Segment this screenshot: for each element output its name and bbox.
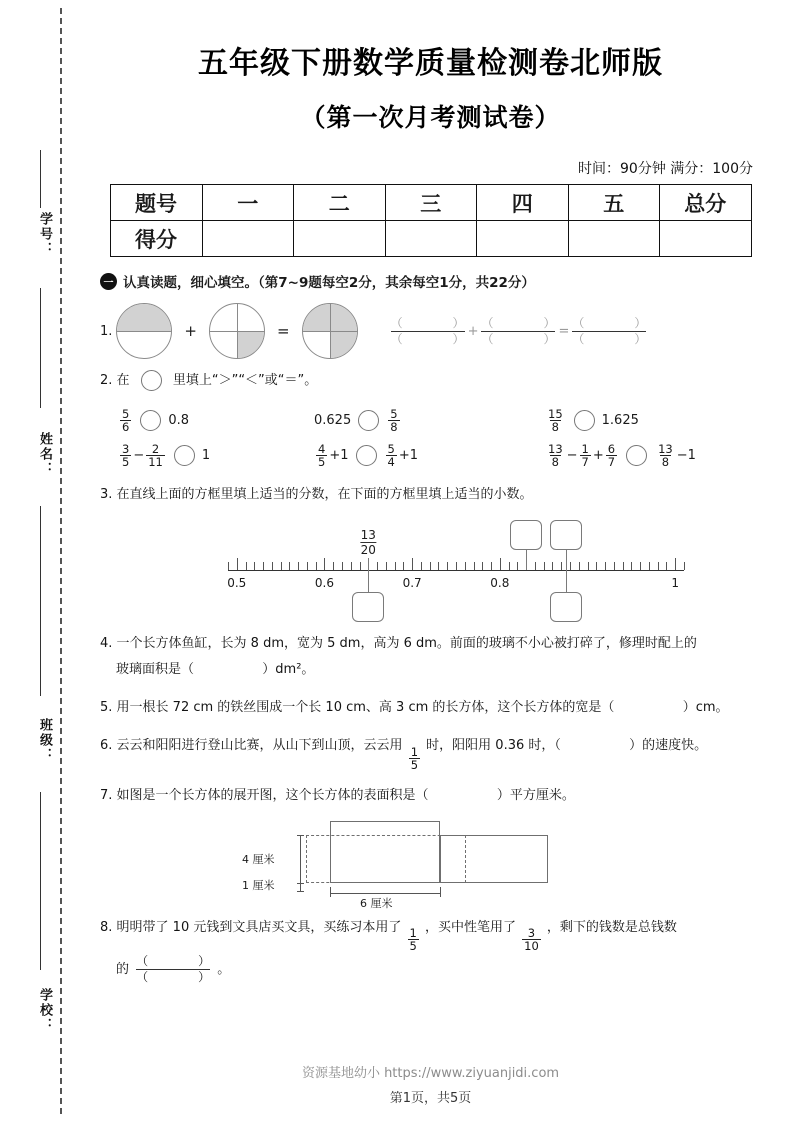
number-line-minor-tick: [544, 562, 545, 570]
number-line-minor-tick: [517, 562, 518, 570]
q2-row-1: [118, 408, 763, 433]
q2-4-answer-circle[interactable]: [174, 445, 195, 466]
number-line-minor-tick: [421, 562, 422, 570]
number-line-stem: [566, 570, 567, 592]
number-line-stem: [526, 550, 527, 570]
q2-4-frac-b: $\frac{2}{11}$: [148, 442, 163, 470]
net-dim-cap-top: [297, 835, 304, 836]
pie-2-vertical-divider: [237, 304, 238, 358]
number-line-minor-tick: [438, 562, 439, 570]
number-line-tick-label: 0.5: [227, 576, 247, 591]
number-line-minor-tick: [351, 562, 352, 570]
q8-f1-num: 1: [409, 926, 417, 940]
q2-3-left-fraction: [546, 408, 565, 433]
q2-item-1: [118, 408, 314, 433]
number-line-answer-box-below[interactable]: [550, 592, 582, 622]
number-line-minor-tick: [272, 562, 273, 570]
margin-label-class: 班级：: [37, 718, 52, 763]
net-dim-line-width: [330, 893, 440, 894]
q7-number: 7.: [100, 787, 113, 803]
number-line-minor-tick: [482, 562, 483, 570]
net-label-small: 1 厘米: [242, 878, 275, 892]
number-line-minor-tick: [596, 562, 597, 570]
q1-f2-den-close: ）: [543, 331, 556, 346]
number-line-minor-tick: [430, 562, 431, 570]
number-line-minor-tick: [316, 562, 317, 570]
number-line-stem: [368, 558, 369, 570]
q2-1-left-fraction: [120, 408, 131, 433]
q2-row-2: [118, 443, 763, 468]
score-col-5: 五: [568, 185, 660, 221]
score-col-1: 一: [202, 185, 294, 221]
number-line-minor-tick: [658, 562, 659, 570]
margin-rule-4: [40, 792, 41, 970]
q7-pre: 如图是一个长方体的展开图，这个长方体的表面积是（: [116, 787, 429, 803]
number-line-minor-tick: [474, 562, 475, 570]
q8-post: ，剩下的钱数是总钱数: [546, 919, 677, 935]
number-line-major-tick: [237, 558, 238, 570]
number-line-minor-tick: [254, 562, 255, 570]
page-footer: [68, 1062, 793, 1106]
q8-num-close: ）: [198, 954, 211, 969]
section-1-heading: [100, 271, 763, 291]
number-line-minor-tick: [491, 562, 492, 570]
number-line-minor-tick: [456, 562, 457, 570]
q1-f2-den-open: （: [481, 331, 494, 346]
number-line-minor-tick: [465, 562, 466, 570]
q6-pre: 云云和阳阳进行登山比赛，从山下到山顶，云云用: [116, 738, 403, 754]
q2-4-right: 1: [201, 448, 211, 464]
q6-fraction: [409, 746, 420, 771]
q6-frac-num: 1: [410, 744, 419, 759]
question-3: [100, 482, 763, 508]
q4-number: 4.: [100, 636, 113, 652]
q2-5-frac-b: $\frac{5}{4}$: [387, 442, 395, 470]
score-cell-5[interactable]: [568, 221, 660, 257]
q1-equals-2: =: [558, 323, 570, 339]
number-line-minor-tick: [228, 562, 229, 570]
number-line-minor-tick: [579, 562, 580, 570]
number-line-tick-label: 0.7: [402, 576, 422, 591]
q2-1-answer-circle[interactable]: [140, 410, 161, 431]
question-8-line2: [116, 954, 763, 985]
q3-number: 3.: [100, 487, 113, 503]
number-line-tick-label: 0.6: [314, 576, 334, 591]
q1-number: 1.: [100, 323, 113, 339]
margin-rule-3: [40, 506, 41, 696]
number-line-answer-box-above[interactable]: [550, 520, 582, 550]
number-line-minor-tick: [342, 562, 343, 570]
q4-line1: 一个长方体鱼缸，长为 8 dm，宽为 5 dm，高为 6 dm。前面的玻璃不小心被打碎了，修理时配上的: [116, 636, 697, 652]
q8-f1-den: 5: [409, 939, 417, 954]
q1-f2-num-close: ）: [543, 315, 556, 330]
watermark-text: 资源基地幼小 https://www.ziyuanjidi.com: [301, 1066, 560, 1081]
section-1-text: 认真读题，细心填空。（第7~9题每空2分，其余每空1分，共22分）: [123, 275, 535, 291]
page-subtitle: （第一次月考测试卷）: [300, 103, 561, 132]
net-label-height: 4 厘米: [242, 852, 275, 866]
table-row-header: [110, 185, 751, 221]
q1-f2-num-open: （: [481, 315, 494, 330]
q8-mid: ，买中性笔用了: [424, 919, 516, 935]
q2-number: 2.: [100, 373, 113, 388]
number-line-minor-tick: [640, 562, 641, 570]
q2-2-right-num: 5: [390, 407, 398, 421]
number-line-minor-tick: [447, 562, 448, 570]
q2-6-frac-d: $\frac{13}{8}$: [658, 442, 673, 470]
q2-3-answer-circle[interactable]: [574, 410, 595, 431]
score-cell-1[interactable]: [202, 221, 294, 257]
pie-1-horizontal-divider: [117, 331, 171, 332]
q2-item-2: [314, 408, 544, 433]
question-1: [100, 303, 763, 359]
number-line-stem: [566, 550, 567, 570]
q2-item-3: [544, 408, 639, 433]
q3-number-line: [98, 514, 763, 622]
margin-rule-2: [40, 288, 41, 408]
q8-num-open: （: [136, 954, 149, 969]
number-line-minor-tick: [403, 562, 404, 570]
net-label-width: 6 厘米: [360, 896, 393, 910]
pie-3-shaded-bottom-right: [330, 331, 357, 358]
number-line-minor-tick: [395, 562, 396, 570]
nl-frac-den: 20: [360, 543, 376, 558]
number-line-minor-tick: [535, 562, 536, 570]
q6-frac-den: 5: [410, 757, 419, 772]
question-7: [100, 783, 763, 809]
equals-operator-1: =: [276, 322, 290, 340]
section-number-badge: 一: [100, 273, 117, 290]
q8-pre: 明明带了 10 元钱到文具店买文具，买练习本用了: [116, 919, 402, 935]
q2-2-left-value: 0.625: [314, 413, 352, 429]
number-line-tick-label: 1: [671, 576, 680, 591]
q2-3-left-den: 8: [551, 420, 559, 435]
q2-item-6: $\frac{13}{8}$ − $\frac{1}{7}$ + $\frac{6}{7}$ $\frac{13}{8}$ −1: [548, 442, 696, 470]
pie-2-shaded-bottom-right: [237, 331, 264, 358]
q8-f2-num: 3: [527, 926, 536, 940]
net-dim-line-height: [300, 835, 301, 883]
net-dim-cap-left: [330, 887, 331, 897]
number-line-minor-tick: [605, 562, 606, 570]
q1-f1-den-close: ）: [452, 331, 465, 346]
net-dim-cap-right: [440, 887, 441, 897]
q8-den-close: ）: [198, 970, 211, 985]
score-col-3: 三: [385, 185, 477, 221]
q1-answer-fraction-3[interactable]: [572, 316, 646, 347]
number-line-fraction-label: [361, 528, 376, 557]
q2-5-answer-circle[interactable]: [356, 445, 377, 466]
q1-f3-den-open: （: [572, 331, 585, 346]
q7-net-diagram: [98, 813, 763, 909]
number-line-minor-tick: [289, 562, 290, 570]
dashed-cut-line: [60, 8, 62, 1114]
q5-pre: 用一根长 72 cm 的铁丝围成一个长 10 cm、高 3 cm 的长方体，这个长方体的宽是（: [116, 700, 615, 716]
score-cell-4[interactable]: [477, 221, 569, 257]
number-line-major-tick: [412, 558, 413, 570]
q6-number: 6.: [100, 738, 113, 754]
q4-line2-pre: 玻璃面积是（: [116, 662, 195, 678]
number-line-major-tick: [324, 558, 325, 570]
q2-prompt-b: 里填上“＞”“＜”或“＝”。: [172, 373, 318, 388]
score-col-total: 总分: [660, 185, 752, 221]
q1-f3-num-open: （: [572, 315, 585, 330]
number-line-minor-tick: [552, 562, 553, 570]
q8-number: 8.: [100, 919, 113, 935]
q5-post: ）cm。: [682, 700, 729, 716]
pie-circle-1: [116, 303, 172, 359]
q8-answer-fraction[interactable]: [136, 954, 210, 985]
score-col-2: 二: [294, 185, 386, 221]
q2-1-right-value: 0.8: [168, 413, 190, 429]
score-table: [110, 184, 752, 257]
q2-4-frac-a: $\frac{3}{5}$: [122, 442, 130, 470]
q8-line2-pre: 的: [116, 962, 130, 978]
number-line-minor-tick: [333, 562, 334, 570]
score-row-label-title: 题号: [110, 185, 202, 221]
number-line-minor-tick: [386, 562, 387, 570]
q3-text: 在直线上面的方框里填上适当的分数，在下面的方框里填上适当的小数。: [116, 487, 533, 503]
q7-post: ）平方厘米。: [496, 787, 575, 803]
number-line-minor-tick: [281, 562, 282, 570]
pie-circle-3: [302, 303, 358, 359]
number-line-major-tick: [675, 558, 676, 570]
q2-6-frac-c: $\frac{6}{7}$: [607, 442, 616, 470]
number-line-minor-tick: [377, 562, 378, 570]
q2-1-left-den: 6: [122, 420, 130, 435]
q2-2-right-den: 8: [390, 420, 398, 435]
number-line-minor-tick: [588, 562, 589, 570]
number-line-minor-tick: [649, 562, 650, 570]
q2-2-answer-circle[interactable]: [358, 410, 379, 431]
q2-5-frac-a: $\frac{4}{5}$: [318, 442, 326, 470]
q2-6-answer-circle[interactable]: [626, 445, 647, 466]
q2-3-left-num: 15: [548, 407, 563, 421]
question-4: [100, 631, 763, 657]
number-line-minor-tick: [298, 562, 299, 570]
q1-f1-num-open: （: [390, 315, 403, 330]
q1-f1-num-close: ）: [452, 315, 465, 330]
score-col-4: 四: [477, 185, 569, 221]
q2-1-left-num: 5: [122, 407, 130, 421]
q1-plus-2: +: [467, 323, 479, 339]
exam-page: [68, 0, 793, 1122]
number-line-minor-tick: [614, 562, 615, 570]
q2-prompt-a: 在: [116, 373, 130, 388]
score-row-label-points: 得分: [110, 221, 202, 257]
q2-item-4: $\frac{3}{5}$ − $\frac{2}{11}$ 1: [122, 442, 211, 470]
q6-post: ）的速度快。: [629, 738, 708, 754]
q8-f2-den: 10: [524, 939, 539, 954]
nl-frac-num: 13: [360, 528, 376, 543]
comparison-circle-icon: [141, 370, 162, 391]
number-line-tick-label: 0.8: [490, 576, 510, 591]
q2-6-frac-a: $\frac{13}{8}$: [548, 442, 563, 470]
number-line-axis: [228, 570, 684, 571]
q1-answer-fraction-2[interactable]: [481, 316, 555, 347]
score-cell-2[interactable]: [294, 221, 386, 257]
q8-fraction-2: [522, 927, 541, 952]
number-line-minor-tick: [684, 562, 685, 570]
score-cell-3[interactable]: [385, 221, 477, 257]
number-line-minor-tick: [509, 562, 510, 570]
number-line-answer-box-below[interactable]: [352, 592, 384, 622]
q1-f1-den-open: （: [390, 331, 403, 346]
question-4-line2: [116, 657, 763, 683]
q4-line2-post: ）dm²。: [262, 662, 315, 678]
q2-3-right-value: 1.625: [601, 413, 639, 429]
net-face-right: [440, 835, 548, 883]
plus-operator-1: +: [184, 322, 197, 340]
question-8: [100, 915, 763, 952]
number-line-minor-tick: [360, 562, 361, 570]
question-5: [100, 695, 763, 721]
q1-f3-den-close: ）: [634, 331, 647, 346]
score-cell-total[interactable]: [660, 221, 752, 257]
number-line-answer-box-above[interactable]: [510, 520, 542, 550]
number-line-minor-tick: [623, 562, 624, 570]
number-line-minor-tick: [246, 562, 247, 570]
number-line-minor-tick: [631, 562, 632, 570]
q8-fraction-1: [408, 927, 419, 952]
number-line-minor-tick: [570, 562, 571, 570]
q6-mid: 时，阳阳用 0.36 时，（: [426, 738, 561, 754]
binding-margin: [0, 0, 68, 1122]
pie-circle-2: [209, 303, 265, 359]
pie-1-shaded-top-half: [117, 304, 171, 331]
margin-label-name: 姓名：: [37, 432, 52, 477]
q2-2-right-fraction: [388, 408, 399, 433]
pie-3-vertical-divider: [330, 304, 331, 358]
net-dim-cap-bottom: [297, 891, 304, 892]
question-6: [100, 733, 763, 770]
question-2-prompt: [100, 368, 763, 394]
q1-f3-num-close: ）: [634, 315, 647, 330]
number-line-minor-tick: [307, 562, 308, 570]
margin-rule-1: [40, 150, 41, 208]
net-dim-line-small: [300, 883, 301, 891]
q2-item-5: $\frac{4}{5}$ +1 $\frac{5}{4}$ +1: [318, 442, 418, 470]
page-number: 第1页，共5页: [389, 1091, 472, 1106]
q8-den-open: （: [136, 970, 149, 985]
q1-answer-fraction-1[interactable]: [391, 316, 465, 347]
page-title: 五年级下册数学质量检测卷北师版: [198, 46, 663, 81]
number-line-minor-tick: [263, 562, 264, 570]
number-line-major-tick: [500, 558, 501, 570]
margin-label-student-id: 学号：: [37, 212, 52, 257]
number-line-minor-tick: [561, 562, 562, 570]
number-line-minor-tick: [666, 562, 667, 570]
exam-meta: 时间：90分钟 满分：100分: [578, 161, 753, 177]
q8-period: 。: [217, 962, 231, 978]
margin-label-school: 学校：: [37, 988, 52, 1033]
table-row-scores: [110, 221, 751, 257]
number-line-stem: [368, 570, 369, 592]
q2-6-frac-b: $\frac{1}{7}$: [581, 442, 589, 470]
q5-number: 5.: [100, 700, 113, 716]
